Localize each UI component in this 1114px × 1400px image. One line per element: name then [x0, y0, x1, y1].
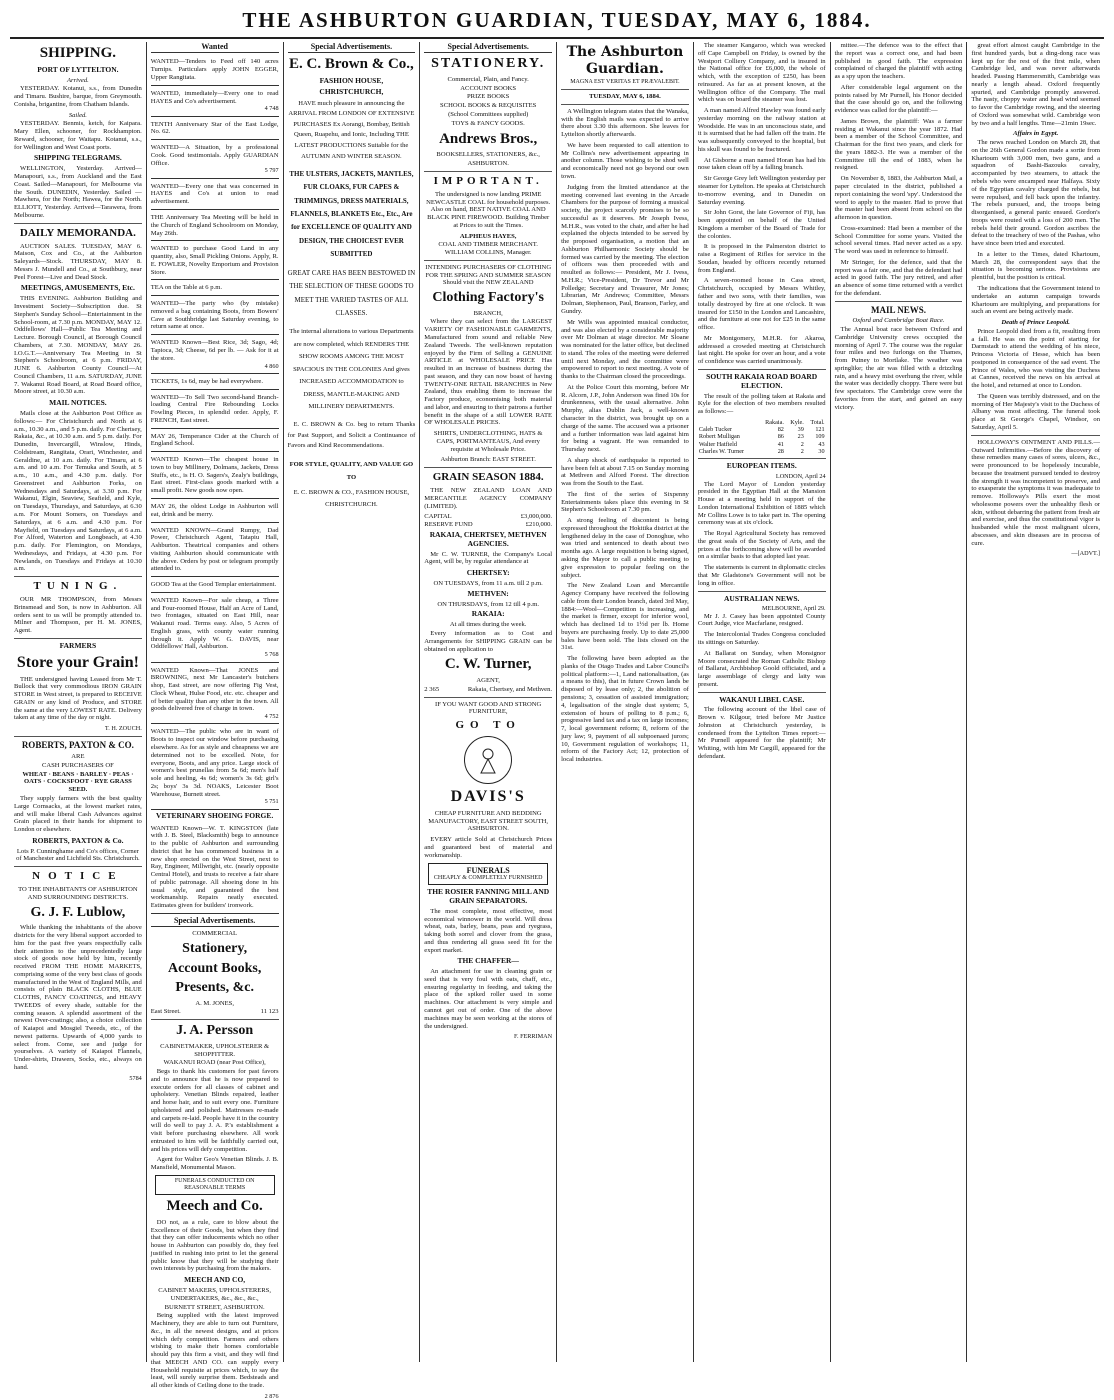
table-cell: Robert Mulligan: [698, 433, 740, 441]
news-paragraph: The news reached London on March 28, that on the 26th General Gordon made a sortie from Khartoum with 3,000 men, two guns, and a squadron of Bashi-Bazouks cavalry, accompanied by two steamers, to attack the rebels who were encamped near Halfaya. Sixty of the Egyptian cavalry charged the rebels, but were repulsed, and fell back upon the infantry. The rebels pursued, and, the troops being disorganised, a general panic ensued. Gordon's troops were routed with a loss of 200 men. The rebels held their ground. Gordon ascribes the defeat to the treachery of two of the Pashas, who have since been tried and executed.: [971, 139, 1100, 248]
paper-motto: MAGNA EST VERITAS ET PRÆVALEBIT.: [570, 79, 680, 86]
turner-num: 2 365: [424, 685, 440, 693]
meech-title: Meech and Co.: [166, 1198, 263, 1215]
news-paragraph: Cross-examined: Had been a member of the School Committee for some years. Visited the school several times. Had never acted as a spy. The word was used in reference to himself.: [834, 224, 963, 256]
masthead-title: THE ASHBURTON GUARDIAN, TUESDAY, MAY 6, 1884.: [242, 8, 872, 32]
stationery-addr: East Street.: [150, 1008, 181, 1016]
column-5: [557, 42, 694, 1362]
wanted-ad: [151, 298, 279, 335]
news-paragraph: The indications that the Government intend to undertake an autumn campaign towards Khartoum are multiplying, and preparations for such an event are being actively made.: [971, 284, 1100, 316]
veterinary-title: VETERINARY SHOEING FORGE.: [156, 810, 274, 820]
funerals-frame: [428, 863, 548, 886]
news-paragraph: The New Zealand Loan and Mercantile Agency Company have received the following cable from their London branch, dated 3rd May, 1884:—Wool—Competition is increasing, and the market is firmer, except for inferior wool, which has declined 1d to 1½d per lb. Home buyers are purchasing freely. Up to date 25,000 bales have been sold. The lists closed on the 31st.: [561, 582, 689, 652]
table-cell: 28: [777, 448, 784, 456]
election-intro: The result of the polling taken at Rakaia and Kyle for the election of two members resulted as follows:—: [697, 392, 826, 416]
grain-season-text: THE NEW ZEALAND LOAN AND MERCANTILE AGENCY COMPANY (LIMITED).: [424, 487, 553, 510]
wanted-ad-text: TICKETS, 1s 6d, may be had everywhere.: [150, 377, 264, 385]
brown-text: HAVE much pleasure in announcing the ARRIVAL FROM LONDON OF EXTENSIVE PURCHASES Ex Aorangi, Bombay, British Queen, Ruapehu, and Ionic, Including THE LATEST PRODUCTIONS Suitable for the AUTUMN AND WINTER SEASON.: [288, 99, 415, 160]
ad-number: 4 748: [264, 105, 279, 113]
andrews-addr: ASHBURTON.: [467, 160, 509, 167]
divider: [971, 435, 1100, 436]
roberts-title: ROBERTS, PAXTON & CO.: [21, 739, 134, 750]
divider: [424, 697, 552, 698]
news-paragraph: In a letter to the Times, dated Khartoum, March 28, the correspondent says that the situation is becoming serious. Provisions are plentiful, but the position is critical.: [971, 250, 1100, 282]
fanning-title: THE ROSIER FANNING MILL AND GRAIN SEPARATORS.: [427, 887, 550, 905]
item-oats: OATS: [23, 778, 42, 786]
persson-sub: CABINETMAKER, UPHOLSTERER & SHOPFITTER.: [160, 1042, 270, 1058]
news-paragraph: Prince Leopold died from a fit, resulting from a fall. He was on the point of starting for Darmstadt to attend the wedding of his niece, Princess Victoria of Hesse, which has been postponed in consequence of the sad event. The Prince of Wales, who was visiting the Duchess at Cannes, received the news on his arrival at the hotel, and returned at once to London.: [971, 327, 1100, 390]
wanted-ad: [151, 119, 279, 141]
persson-text: Begs to thank his customers for past favors and to announce that he is now prepared to execute orders for all classes of cabinet and upholstery. Venetian Blinds repaired, leather and horse hair, and to suit every one. Furniture upholstered and polished. Mattresses re-made and carpets re-laid. People have it in the country will do well to pay J. A. P.'s establishment a visit before purchasing elsewhere. All work entrusted to him will be faithfully carried out, and his prices will defy competition.: [150, 1068, 279, 1153]
news-paragraph: A strong feeling of discontent is being expressed throughout the Hokitika district at the lengthened delay in the case of Donoghue, who was tried and sentenced to death about two months ago. A large requisition is being signed, asking the Mayor to call a public meeting to give expression to popular feeling on the subject.: [561, 517, 689, 579]
wanted-ad-text: WANTED—To Sell Two second-hand Branch-loading Central Fire Rebounding Locks Fowling Pieces, in splendid order. Apply, F. FRENCH, East street.: [150, 393, 279, 424]
libel-text: The following account of the libel case of Brown v. Kilgour, tried before Mr Justice Johnston at Christchurch yesterday, is condensed from the Lyttelton Times report:— Mr Purnell appeared for the plaintiff; Mr Whiting, with him Mr Cargill, appeared for the defendant.: [697, 706, 826, 760]
rakaia-time: At all times during the week.: [449, 621, 527, 629]
sailed-label: Sailed.: [68, 111, 87, 119]
mail-notices-text: Mails close at the Ashburton Post Office as follows:— For Christchurch and North at 6 a.m., 10.30 a.m., and 5 p.m. daily. For Chertsey, Rakaia, &c., at 10.30 a.m. and 5 p.m. daily. For Dunedin, Invercargill, Winslow, Hinds, Coldstream, Rangitata, Orari, Winchester, and Geraldine, at 10 a.m. daily. For Timaru, at 6 a.m. and 10 a.m. For Temuka and South, at 5 a.m., 10 a.m., and 4.30 p.m. daily. For Greenstreet and Ashburton Forks, on Wednesdays and Saturdays, at 3.30 p.m. For Wakanui, Elgin, Seaview, Seafield, and Kyle, on Tuesdays, Thursdays, and Saturdays, at 6.30 a.m. For Mount Somers, on Tuesdays and Saturdays, at 6 a.m. and 4.30 p.m. For Mayfield, on Tuesdays and Saturdays, at 6 a.m. For Alford, Waterton and Longbeach, at 4.30 p.m. daily. For Flemington, on Mondays, Wednesdays, and Fridays, at 4.30 p.m. For Newlands, on Tuesdays and Fridays at 10.30 a.m.: [14, 410, 142, 573]
column-3: [284, 42, 421, 1362]
wanted-ad: [151, 726, 279, 809]
methven-label: METHVEN:: [467, 588, 509, 598]
wanted-ad-text: THE Anniversary Tea Meeting will be held in the Church of England Schoolroom on Monday, May 26th.: [150, 214, 279, 237]
news-paragraph: Mr Montgomery, M.H.R. for Akaroa, addressed a crowded meeting at Christchurch last night. He spoke for over an hour, and a vote of confidence was carried unanimously.: [697, 334, 826, 366]
news-paragraph: At Gisborne a man named Horan has had his nose taken clean off by a falling branch.: [697, 156, 826, 172]
table-row: [698, 448, 826, 455]
divider: [835, 301, 963, 302]
columns: [10, 42, 1104, 1400]
brown-addr: CHRISTCHURCH,: [319, 86, 384, 96]
ad-number: 5 768: [264, 651, 279, 659]
wanted-ad-text: WANTED—The party who (by mistake) removed a bag containing Boots, from Bowers' Cave at Southbridge last Saturday evening, to return same at once.: [150, 300, 279, 331]
paper-title: The Ashburton Guardian.: [566, 44, 684, 77]
news-paragraph: Sir John Gorst, the late Governor of Fiji, has been appointed on behalf of the United Kingdom a member of the Board of Trade for the colonies.: [697, 209, 826, 240]
meech-addr: BURNETT STREET, ASHBURTON.: [164, 1303, 265, 1311]
sailed-text: YESTERDAY. Benmis, ketch, for Kaipara. Mary Ellen, schooner, for Rockhampton. Reward, schooner, for Waitapu. Kotanui, s.s., for Wellington and West Coast ports.: [14, 120, 142, 151]
news-paragraph: Mr Stringer, for the defence, said that the report was a fair one, and that the defendant had acted in good faith. The jury retired, and after an absence of some time returned with a verdict for the defendant.: [834, 258, 963, 297]
election-table: [698, 419, 826, 456]
meetings-title: MEETINGS, AMUSEMENTS, Etc.: [20, 283, 135, 293]
brown-for: FOR STYLE, QUALITY, AND VALUE GO TO: [289, 460, 414, 481]
news-paragraph: A man named Alfred Hawley was found early yesterday morning on the railway station at Woodside. He was in an unconscious state, and it is surmised that he had fallen off the train. He was subsequently conveyed to the hospital, but his skull was found to be fractured.: [697, 107, 826, 153]
news-paragraph: The steamer Kangaroo, which was wrecked off Cape Campbell on Friday, is owned by the Westport Colliery Company, and is insured in the National office for £6,000, the whole of which, with the exception of £250, has been reinsured. As far as at present known, at the Wellington office of the Company. The mail which was on board the steamer was lost.: [697, 42, 826, 104]
news-paragraph: At Ballarat on Sunday, when Monsignor Moore consecrated the Roman Catholic Bishop of Ballarat, Archbishop Goold officiated, and a large assemblage of clergy and laity was present.: [697, 649, 826, 688]
wanted-ad-text: WANTED Known—Best Rice, 3d; Sago, 4d; Tapioca, 3d; Cheese, 6d per lb. — Ask for it at the store.: [150, 339, 279, 362]
ad-number: 5 797: [264, 167, 279, 175]
divider: [424, 260, 552, 261]
item-wheat: WHEAT: [22, 770, 47, 778]
wanted-ad-text: WANTED—The public who are in want of Boots to inspect our window before purchasing elsewhere. As for as style and cheapness we are determined not to be excelled. Note, for everyone, Boots, and any price. Large stock of women's best prunellas from 5s 6d; men's half sole and heeling, 4s 6d; women's 3s 6d; girl's 2s; boys' 3s 3d. NOAKS, Leicester Boot Warehouse, Burnett street.: [150, 728, 279, 798]
roberts-addr: Lots P. Cunninghame and Co's offices, Corner of Manchester and Lichfield Sts. Christchurch.: [16, 847, 140, 863]
wanted-ad-text: MAY 26, the oldest Lodge in Ashburton will eat, drink and be merry.: [150, 503, 279, 518]
meech-title-2: MEECH AND CO,: [184, 1275, 246, 1285]
wanted-ad: [151, 243, 279, 280]
column-1: [10, 42, 147, 1362]
stationery-line: SCHOOL BOOKS & REQUISITES: [440, 102, 537, 110]
column-2: [147, 42, 284, 1400]
shipping-title: SHIPPING.: [39, 45, 117, 61]
wanted-ad-text: WANTED to purchase Good Land in any quantity, also, Small Pickling Onions. Apply, R. E. FOWLER, Novelty Emporium and Provision Store.: [150, 245, 279, 276]
chertsey-label: CHERTSEY:: [466, 568, 510, 578]
news-paragraph: A sharp shock of earthquake is reported to have been felt at about 7.15 on Sunday morning at Methven and Alford Forest. The direction was from the South to the East.: [561, 456, 689, 488]
table-cell: Caleb Tucker: [698, 426, 732, 434]
news-paragraph: The Lord Mayor of London yesterday presided in the Egyptian Hall at the Mansion House at a meeting held in support of the London International Exhibition of 1885 which Mr Collins Lowe is to take part in. The opening ceremony was at six o'clock.: [697, 480, 826, 527]
news-paragraph: The Royal Agricultural Society has removed the great seals of the Society of Arts, and the prizes at the forthcoming show will be awarded on a similar basis to that adopted last year.: [697, 530, 826, 561]
death-title: Death of Prince Leopold.: [1001, 319, 1070, 327]
ad-number: 5 751: [264, 798, 279, 806]
ad-number: 4 860: [264, 362, 279, 370]
capital-label: CAPITAL: [424, 513, 452, 521]
wanted-ad: [151, 56, 279, 85]
chaffer-title: THE CHAFFER—: [457, 956, 519, 966]
holloway-text: HOLLOWAY'S OINTMENT AND PILLS.—Outward Infirmities.—Before the discovery of these remedies many cases of sores, ulcers, &c., were pronounced to be hopelessly incurable, because the treatment pursued tended to destroy the strength it was incompetent to preserve, and to exasperate the symptoms it was inadequate to remove. Holloway's Pills exert the most wholesome powers over the unhealthy flesh or skin, without debarring the patient from fresh air and exercise, and thus the constitutional vigor is husbanded while the most malignant ulcers, abscesses, and skin diseases are in process of cure.: [971, 438, 1100, 547]
news-paragraph: The statements is current in diplomatic circles that Mr Gladstone's Government will not be long in office.: [697, 564, 826, 587]
turner-title: C. W. Turner,: [444, 656, 532, 673]
column-7: [831, 42, 968, 1362]
holloway-end: —[ADVT.]: [1071, 550, 1100, 558]
clothing-text: Where they can select from the LARGEST VARIETY OF FASHIONABLE GARMENTS, Manufactured from sound and reliable New Zealand Tweeds. The well-known reputation enjoyed by the Firm of Selling a GENUINE ARTICLE at WHOLESALE PRICE Has resulted in an increase of business during the past season, and they can now boast of having TWENTY-ONE RETAIL BRANCHES in New Zealand, thus enabling them to increase the Factory produce, economising both material and labor, and ensuring to their patrons a further benefit in the shape of a still LOWER RATE OF WHOLESALE PRICES.: [424, 318, 553, 427]
brown-end: E. C. BROWN & CO., FASHION HOUSE, CHRISTCHURCH.: [293, 488, 410, 508]
wanted-ad: [151, 431, 279, 453]
chaffer-text: An attachment for use in cleaning grain or seed that is very foul with oats, chaff, etc., ensuring regularity in feeding, and taking the place of the spiked roller used in some machines. Our attachment is very simple and cannot get out of order. One of the above machines may be seen working at the stores of the undersigned.: [424, 968, 553, 1030]
wanted-ad: [151, 282, 279, 296]
wanted-ad-text: GOOD Tea at the Good Templar entertainment.: [150, 581, 277, 589]
wanted-ad-text: WANTED, immediately—Every one to read HAYES and Co's advertisement.: [150, 89, 279, 105]
davis-sub: CHEAP FURNITURE AND BEDDING MANUFACTORY, EAST STREET SOUTH, ASHBURTON.: [428, 809, 549, 833]
wanted-ad: [151, 665, 279, 725]
farmers-label: FARMERS: [59, 640, 97, 650]
stationery-big: STATIONERY.: [431, 56, 546, 72]
news-paragraph: On November 8, 1883, the Ashburton Mail, a paper circulated in the district, published a report containing the word 'spy'. Understood the word to apply to the master. Had to prove that the master had been absent from school on the afternoon in question.: [834, 175, 963, 222]
divider: [14, 866, 142, 867]
news-paragraph: Mr J. J. Casey has been appointed County Court Judge, vice Macfarlane, resigned.: [697, 612, 826, 628]
news-paragraph: Mr Wills was appointed musical conductor, and was also elected by a considerable majority over Mr Dolman at stage director. Mr Sloane was nominated for the latter office, but declined to stand. The roles of the meeting were deferred until next Monday, and the committee were empowered to report to next meeting. A vote of thanks to the Chairman closed the proceedings.: [561, 318, 689, 381]
stationery-addr-row: [151, 1008, 279, 1016]
grain-sign: T. H. ZOUCH.: [104, 725, 142, 733]
european-title: EUROPEAN ITEMS.: [726, 461, 797, 471]
turner-addr-row: [424, 686, 552, 694]
important-title: IMPORTANT.: [433, 174, 543, 187]
wanted-ad: [151, 595, 279, 663]
paper-date: TUESDAY, MAY 6, 1884.: [589, 93, 661, 101]
australian-title: AUSTRALIAN NEWS.: [723, 593, 800, 603]
brown-care: GREAT CARE HAS BEEN BESTOWED IN THE SELECTION OF THESE GOODS TO MEET THE VARIED TASTES OF ALL CLASSES.: [287, 269, 416, 318]
clothing-items: SHIRTS, UNDERCLOTHING, HATS & CAPS, PORTMANTEAUS, And every requisite at Wholesale Price.: [433, 430, 543, 453]
divider: [561, 89, 689, 90]
roberts-title-2: ROBERTS, PAXTON & Co.: [32, 835, 124, 845]
turner-addr: Rakaia, Chertsey, and Methven.: [467, 685, 553, 693]
wanted-ad-text: WANTED Known—For sale cheap, a Three and Four-roomed House, Half an Acre of Land, two frontages, situated on East Hill, near Wakanui road. Terms easy. Also, 5 Acres of English grass, with county water running through it. Apply W. G. DAVIS, near Oddfellows' Hall, Ashburton.: [150, 596, 279, 651]
wanted-ad: [151, 525, 279, 578]
telegrams-title: SHIPPING TELEGRAMS.: [33, 153, 122, 163]
wanted-ad-text: WANTED Known—W. T. KINGSTON (late with J. B. Steel, Blacksmith) begs to announce to the public of Ashburton and surrounding district that he has commenced business in a new shop erected on the West Street, next to Ray, Engineer, Millwright, etc. (nearly opposite Central Hotel), and trusts to receive a fair share of public patronage. All shoeing done in his usual style, and guaranteed the best workmanship. Repairs neatly executed. Estimates given for builders' ironwork.: [150, 824, 279, 910]
turner-sign: AGENT,: [476, 677, 500, 685]
brown-thanks: E. C. BROWN & Co. beg to return Thanks for Past Support, and Solicit a Continuance of Favors and Kind Recommendations.: [287, 420, 416, 450]
notice-title: NOTICE: [32, 870, 124, 883]
european-place: LONDON, April 24: [775, 473, 826, 481]
fanning-text: The most complete, most effective, most economical winnower in the world. Will dress wheat, oats, barley, beans, peas and ryegrass, taking both sorrel and clover from the grass, and thus rendering all grass seed fit for the export market.: [424, 907, 553, 954]
stationery-line: (School Committees supplied): [448, 111, 529, 119]
wanted-ad: [151, 392, 279, 429]
news-paragraph: mittee.—The defence was to the effect that the report was a correct one, and had been published in good faith. The expression complained of charged the plaintiff with acting as a spy upon the teachers.: [834, 42, 963, 81]
andrews-sub: BOOKSELLERS, STATIONERS, &c.,: [436, 151, 540, 159]
table-cell: 2: [800, 448, 804, 456]
rakaia-label: RAKAIA:: [471, 609, 505, 619]
table-header: Kyle.: [790, 418, 804, 426]
chertsey-time: ON TUESDAYS, from 11 a.m. till 2 p.m.: [433, 580, 543, 588]
wanted-ad: [151, 823, 279, 914]
brown-alterations: The internal alterations to various Departments are now completed, which RENDERS THE SHOW ROOMS AMONG THE MOST SPACIOUS IN THE COLONIES And gives INCREASED ACCOMMODATION to DRESS, MANTLE-MAKING AND MILLINERY DEPARTMENTS.: [289, 328, 414, 411]
wanted-ad: [151, 181, 279, 210]
wanted-ad-text: WANTED—Every one that was concerned in HAYES and Co's at union to read advertisement.: [150, 182, 279, 206]
table-row: [698, 433, 826, 440]
table-cell: 86: [777, 433, 784, 441]
special-header: Special Advertisements.: [424, 42, 552, 53]
wanted-ad-text: TENTH Anniversary Star of the East Lodge, No. 62.: [150, 120, 279, 136]
stationery-title: Stationery,: [182, 941, 248, 957]
stationery-line: PRIZE BOOKS: [467, 93, 510, 101]
capital-value: £3,000,000.: [520, 513, 553, 521]
meech-sub: CABINET MAKERS, UPHOLSTERERS, UNDERTAKERS, &c., &c., &c.,: [158, 1287, 271, 1302]
divider: [698, 692, 826, 693]
funerals-sub: CHEAPLY & COMPLETELY FURNISHED: [433, 874, 543, 881]
stationery-line: ACCOUNT BOOKS: [460, 84, 517, 92]
wanted-ad: [151, 212, 279, 241]
meetings-text: THIS EVENING. Ashburton Building and Investment Society—Subscription due. St Stephen's Sunday School—Entertainment in the School-room, at 7.30 p.m. MONDAY, MAY 12. Oddfellows' Hall—Public Tea Meeting and Lecture. Borough Council, at Borough Council Chambers, at 7.30. MONDAY, MAY 26. I.O.G.T.—Anniversary Tea Meeting in St Stephen's Schoolroom, at 6 p.m. FRIDAY, JUNE 6. Ashburton County Council—At Council Chambers, 11 a.m. SATURDAY, JUNE 7. Wakanui Road Board, at Road Board office, Moore street, at 10.30 a.m.: [14, 295, 142, 396]
news-paragraph: A Wellington telegram states that the Wanaka, with the English mails was expected to arrive there about 3.30 this afternoon. She leaves for Lyttelton shortly afterwards.: [561, 107, 689, 139]
table-cell: 43: [818, 440, 825, 448]
election-title: SOUTH RAKAIA ROAD BOARD ELECTION.: [706, 371, 818, 390]
column-8: [967, 42, 1104, 1362]
libel-title: WAKANUI LIBEL CASE.: [719, 694, 805, 704]
australian-place: MELBOURNE, April 29.: [762, 605, 826, 613]
table-cell: 23: [797, 433, 804, 441]
table-cell: 121: [815, 426, 825, 434]
wanted-ad: [151, 142, 279, 179]
news-paragraph: It is proposed in the Palmerston district to raise a Regiment of Rifles for service in the Soudan, headed by officers recently returned from England.: [697, 243, 826, 274]
table-header: Total.: [810, 418, 825, 426]
lublow-text: While thanking the inhabitants of the above districts for the very liberal support accorded to him for the past five years respectfully calls their attention to the unprecedentedly large stock of goods now held by him, recently received FROM THE HOME MARKETS, comprising some of the very best class of goods manufactured in the West of England Mills, and consists of plain BLACK CLOTHS, BLUE CLOTHS, FANCY COATINGS, and HEAVY TWEEDS of every shade, suitable for the coming season. A splendid assortment of the newest Over-coatings; also, a choice collection of Kaiapoi and Mosgiel Tweeds, etc., of the newest patterns. Upwards of 4,000 yards to select from. Come, see and judge for yourselves. A variety of Kaiapoi Flannels, Under-shirts, Drawers, Socks, etc., always on hand.: [14, 924, 142, 1071]
divider: [14, 223, 142, 224]
wanted-ad: [151, 579, 279, 593]
methven-time: ON THURSDAYS, from 12 till 4 p.m.: [437, 600, 540, 608]
table-header: [698, 419, 759, 426]
divider: [14, 638, 142, 639]
capital-row: [424, 513, 552, 521]
table-cell: 41: [777, 440, 784, 448]
wanted-ad-text: WANTED Known—That JONES and BROWNING, next Mr Lancaster's butchers shop, East street, are now offering Fig Vest, Clock Wheat, Hulse Food, etc. etc. cheaper and of better quality than any other in the town. All goods delivered free of charge in town.: [150, 666, 279, 713]
clothing-branch: BRANCH,: [473, 309, 503, 317]
news-paragraph: The following have been adopted as the planks of the Otago Trades and Labor Council's political platform:—1, Land nationalisation, (as a means to this), that in future Crown lands be disposed of by lease only; 2, the abolition of pensions; 3, cessation of assisted immigration; 4, legalisation of the single dust system; 5, extension of hours of polling to 8 p.m.; 6, progressive land tax and a tax on large incomes; 7, local government reform; 8, reform of the jury law; 9, payment of all subpoenaed jurors; 10, Government regulation of workshops; 11, reform of the Factory Act; 12, protection of local industries.: [561, 655, 689, 764]
clothing-branch-2: Ashburton Branch: EAST STREET.: [440, 456, 536, 464]
item-barley: BARLEY: [79, 770, 108, 778]
if-you-want: IF YOU WANT GOOD AND STRONG FURNITURE,: [435, 700, 542, 716]
divider: [14, 736, 142, 737]
item-beans: BEANS: [52, 770, 75, 778]
reserve-label: RESERVE FUND: [424, 521, 473, 529]
meech-text-2: Being supplied with the latest improved Machinery, they are able to turn out Furniture, &c., in all the newest designs, and at prices which defy competition. Farmers and others wishing to make their homes comfortable should pay this firm a visit, and they will find that MEECH AND CO. can supply every Household requisite at prices which, to say the least, will surely surprise them. Bedsteads and all other kinds of Ceiling done to the trade.: [150, 1312, 279, 1390]
rakaia-title: RAKAIA, CHERTSEY, METHVEN AGENCIES.: [429, 530, 547, 548]
funerals-title: FUNERALS: [466, 865, 510, 875]
wanted-ad-text: WANTED—A Situation, by a professional Cook. Good testimonials. Apply GUARDIAN Office.: [150, 144, 279, 167]
stationery-sign: A. M. JONES,: [195, 999, 234, 1007]
column-6: [694, 42, 831, 1362]
intending-text: INTENDING PURCHASERS OF CLOTHING FOR THE SPRING AND SUMMER SEASON Should visit the NEW ZEALAND: [425, 263, 552, 287]
port-title: PORT OF LYTTELTON.: [37, 64, 119, 74]
table-row: [698, 441, 826, 448]
memoranda-text: AUCTION SALES. TUESDAY, MAY 6. Maison, Cox and Co., at the Ashburton Saleyards—Stock. THURSDAY, MAY 8. Messrs J. Mundell and Co., at Southbury, near Peel Forest—Live and Dead Stock.: [14, 242, 142, 281]
news-paragraph: The Intercolonial Trades Congress concluded its sittings on Saturday.: [697, 631, 826, 646]
turner-text: Mr C. W. TURNER, the Company's Local Agent, will be, by regular attendance at: [424, 550, 553, 566]
news-paragraph: great effort almost caught Cambridge in the first hundred yards, but a ding-dong race was kept up for the rest of the first mile, when Cambridge led, and was never afterwards headed. Passing Hammersmith, Cambridge was nearly a length ahead. Oxford frequently spurted, and Cambridge promptly answered. The nasty, choppy water and head wind seemed to favor the Cambridge rowing, and the steering of Oxford was somewhat wild. Cambridge won by two and a half lengths. Time—21min 19sec.: [971, 42, 1100, 127]
egypt-title: Affairs in Egypt.: [1013, 130, 1059, 138]
persson-addr: WAKANUI ROAD (near Post Office),: [163, 1059, 266, 1067]
reserve-row: [424, 521, 552, 529]
news-paragraph: A seven-roomed house in Cass street, Christchurch, occupied by Messrs Whitley, father and two sons, with their families, was totally destroyed by fire at one o'clock. It was insured for £150 in the London and Lancashire, and the furniture at one not for £25 in the same office.: [697, 277, 826, 332]
masthead: [10, 8, 1104, 39]
grain-season-title: GRAIN SEASON 1884.: [432, 471, 544, 484]
table-cell: 30: [818, 448, 825, 456]
telegrams-text: WELLINGTON, Yesterday. Arrived—Manapouri, s.s., from Auckland and the East Coast. Sailed—Manapouri, for Melbourne via the South. DUNEDIN, Yesterday. Sailed — Mawhera, for the North; Hawea, for the North. ELLIOTT, Yesterday. Arrived—Tarawera, from Melbourne.: [14, 165, 142, 219]
news-paragraph: Judging from the limited attendance at the meeting convened last evening in the Arcade Chambers for the purpose of forming a musical society, the project scarcely promises to be so successful as it deserves. Mr Joseph Ivess, M.H.R., was voted to the chair, and after he had explained the objects intended to be served by the proposed organisation, a motion that an Ashburton Philharmonic Society should be formed was carried by the meeting. The election of officers was then proceeded with and resulted as follows:— President, Mr J. Ivess, M.H.R.; Vice-President, Dr Trevor and Mr Polledge; Secretary and Treasurer, Mr Jones; Librarian, Mr Andrews; Committee, Messrs Dolman, Stephenson, Paul, Branson, Farley, and Gundry.: [561, 183, 689, 316]
grain-text: THE undersigned having Leased from Mr T. Bullock that very commodious IRON GRAIN STORE in West street, is prepared to RECEIVE GRAIN or any kind of Produce, and STORE the same at the very LOWEST RATE. Delivery taken at any time of the day or night.: [14, 675, 142, 722]
persson-title: J. A. Persson: [176, 1023, 254, 1039]
go-to: GO TO: [455, 719, 521, 732]
lublow-title: G. J. F. Lublow,: [30, 904, 126, 920]
davis-title: DAVIS'S: [450, 788, 526, 806]
account-books-title: Account Books,: [167, 960, 262, 976]
persson-agent: Agent for Walter Geo's Venetian Blinds. J. B. Mansfield, Monumental Mason.: [150, 1156, 279, 1172]
table-header-row: [698, 419, 826, 426]
news-paragraph: The Queen was terribly distressed, and on the morning of Her Majesty's visit to the Duchess of Albany was most affecting. The funeral took place at St George's Chapel, Windsor, on Saturday, April 5.: [971, 392, 1100, 431]
news-paragraph: James Brown, the plaintiff: Was a farmer residing at Wakanui since the year 1872. Had been a member of the School Committee, and Chairman for the first two years, and clerk for the years 1882-3. He was a member of the Committee till the end of 1883, when he resigned.: [834, 117, 963, 172]
table-cell: Charles W. Turner: [698, 448, 745, 456]
table-cell: 2: [800, 440, 804, 448]
notice-sub: TO THE INHABITANTS OF ASHBURTON AND SURROUNDING DISTRICTS.: [18, 886, 138, 901]
commercial-label: COMMERCIAL: [192, 930, 237, 938]
table-cell: 109: [815, 433, 825, 441]
news-paragraph: Sir George Grey left Wellington yesterday per steamer for Lyttelton. He speaks at Christchurch to-morrow evening, and in Dunedin on Saturday evening.: [697, 175, 826, 206]
reserve-value: £210,000.: [525, 521, 553, 529]
special-header: Special Advertisements.: [288, 42, 416, 53]
mail-notices-title: MAIL NOTICES.: [49, 398, 107, 408]
table-cell: Walter Hatfield: [698, 440, 737, 448]
divider: [561, 104, 689, 105]
roberts-are: ARE: [71, 753, 85, 761]
item-rye-grass: RYE GRASS SEED.: [68, 778, 132, 794]
wanted-ad-text: WANTED Known—The cheapest house in town to buy Millinery, Dolmans, Jackets, Dress Stuffs, etc., is H. O. Sagers's, Zealy's buildings, East street. First-class goods marked with a small profit. New goods now open.: [150, 456, 279, 495]
divider: [698, 458, 826, 459]
tuning-title: TUNING.: [33, 580, 123, 593]
stationery-line: Commercial, Plain, and Fancy.: [447, 75, 529, 83]
ad-number: 4 752: [264, 713, 279, 721]
item-cocksfoot: COCKSFOOT: [46, 778, 89, 786]
news-paragraph: The first of the series of Sixpenny Entertainments takes place this evening in St Stephen's Schoolroom at 7.30 pm.: [561, 490, 689, 514]
clothing-title: Clothing Factory's: [432, 290, 544, 306]
important-sign-2: COAL AND TIMBER MERCHANT. WILLIAM COLLINS, Manager.: [438, 241, 538, 257]
wanted-ad: [151, 376, 279, 390]
table-header: Rakaia.: [765, 418, 784, 426]
memoranda-title: DAILY MEMORANDA.: [19, 226, 136, 239]
divider: [424, 467, 552, 468]
brown-sub: FASHION HOUSE,: [319, 76, 384, 86]
wanted-ad-text: TEA on the Table at 6 p.m.: [150, 284, 222, 292]
grain-title: Store your Grain!: [16, 653, 139, 671]
wanted-ad: [151, 88, 279, 117]
divider: [151, 1019, 279, 1020]
boat-race-title: Oxford and Cambridge Boat Race.: [852, 317, 945, 325]
meech-num: 2 876: [264, 1392, 279, 1400]
davis-text: EVERY article Sold at Christchurch Prices and guaranteed best of material and workmanship.: [424, 836, 553, 859]
meech-text: DO not, as a rule, care to blow about the Excellence of their Goods, but when they find that they can offer inducements which no other house in Ashburton can possibly do, they feel justified in rushing into print to let the general public know that they will be studying their own interests by purchasing from the makers.: [150, 1218, 279, 1273]
wanted-ad: [151, 501, 279, 523]
andrews-title: Andrews Bros.,: [439, 130, 538, 147]
table-row: [698, 426, 826, 433]
wanted-ad-text: WANTED KNOWN—Grand Rumpy, Dad Power, Christchurch Agent, Tatapiu Hall, Ashburton. Theatrical companies and others visiting Ashburton should communicate with the above. Orders by post or telegram promptly attended to.: [150, 526, 279, 573]
divider: [698, 591, 826, 592]
important-sign: ALPHEUS HAYES,: [459, 232, 517, 240]
news-paragraph: After considerable legal argument on the points raised by Mr Purnell, his Honor decided that the case should go on, and the following evidence was called for the plaintiff:—: [834, 83, 963, 115]
brown-title: E. C. Brown & Co.,: [289, 56, 414, 73]
important-text: The undersigned is now landing PRIME NEWCASTLE COAL for household purposes. Also on hand, BEST NATIVE COAL AND BLACK PINE FIREWOOD. Building Timber at Prices to suit the Times.: [426, 190, 551, 229]
brown-list: THE ULSTERS, JACKETS, MANTLES, FUR CLOAKS, FUR CAPES & TRIMMINGS, DRESS MATERIALS, FLANNELS, BLANKETS Etc., Etc., Are for EXCELLENCE OF QUALITY AND DESIGN, THE CHOICEST EVER SUBMITTED: [289, 170, 414, 258]
chaffer-sign: F. FERRIMAN: [514, 1033, 553, 1041]
table-cell: 39: [797, 426, 804, 434]
column-4: [420, 42, 557, 1362]
arrived-text: YESTERDAY. Kotanui, s.s., from Dunedin and Timaru. Bushire, barque, from Greymouth. Conisha, brigantine, from Chatham Islands.: [14, 85, 142, 108]
roberts-text: They supply farmers with the best quality Large Cornsacks, at the lowest market rates, and will make liberal Cash Advances against Grain placed in their hands for shipment to London or elsewhere.: [14, 795, 142, 834]
stationery-num: 11 123: [260, 1008, 279, 1016]
roberts-sub: CASH PURCHASERS OF: [41, 761, 114, 769]
tuning-text: OUR MR THOMPSON, from Messrs Brinsmead and Son, is now in Ashburton. All orders sent to us will be promptly attended to. Milner and Thompson, per H. M. JONES, Agent.: [14, 596, 142, 635]
davis-emblem-icon: [464, 736, 512, 784]
arrangements-text: Every information as to Cost and Arrangements for SHIPPING GRAIN can be obtained on application to: [424, 630, 553, 653]
wanted-header: Wanted: [151, 42, 279, 53]
divider: [424, 171, 552, 172]
funerals-box: FUNERALS CONDUCTED ON REASONABLE TERMS: [155, 1175, 275, 1195]
divider: [14, 576, 142, 577]
wanted-ad: [151, 337, 279, 374]
wanted-ad: [151, 454, 279, 499]
lublow-num: 5784: [129, 1074, 142, 1082]
wanted-ad-text: WANTED—Tenders to Feed off 140 acres Turnips. Particulars apply JOHN EGGER, Upper Rangitata.: [150, 58, 279, 81]
boat-race-text: The Annual boat race between Oxford and Cambridge University crews occupied the morning of April 7. The course was the regular four miles and two furlongs on the Thames, from Putney to Mortlake. The weather was springlike; the air was filled with a drizzling rain, and a heavy mist overhung the river, while the water was decidedly choppy. There were but few spectators. The Cambridge crew were the favorites from the start, and gained an easy victory.: [834, 326, 963, 411]
news-paragraph: At the Police Court this morning, before Mr R. Alcorn, J.P., John Anderson was fined 10s for drunkenness, with the usual alternative. John Murphy, alias Dublin Jack, a well-known character in the district, was brought up on a charge of the same. The accused was a prisoner and a further information was laid against him for being a vagrant. He was remanded to Thursday next.: [561, 383, 689, 454]
roberts-items: WHEAT · BEANS · BARLEY · PEAS · OATS · COCKSFOOT · RYE GRASS SEED.: [22, 770, 134, 794]
divider: [698, 369, 826, 370]
arrived-label: Arrived.: [66, 76, 89, 84]
special-header: Special Advertisements.: [151, 916, 279, 927]
item-peas: PEAS: [112, 770, 130, 778]
table-cell: 82: [777, 426, 784, 434]
wanted-ad-text: MAY 26, Temperance Cider at the Church of England School.: [150, 432, 279, 448]
stationery-line: TOYS & FANCY GOODS.: [451, 119, 525, 127]
news-paragraph: We have been requested to call attention to Mr Collins's new advertisement appearing in another column. Those wishing to be shod well and economically need not go beyond our own town.: [561, 141, 689, 180]
mail-news-title: MAIL NEWS.: [870, 304, 926, 315]
presents-title: Presents, &c.: [175, 980, 254, 996]
